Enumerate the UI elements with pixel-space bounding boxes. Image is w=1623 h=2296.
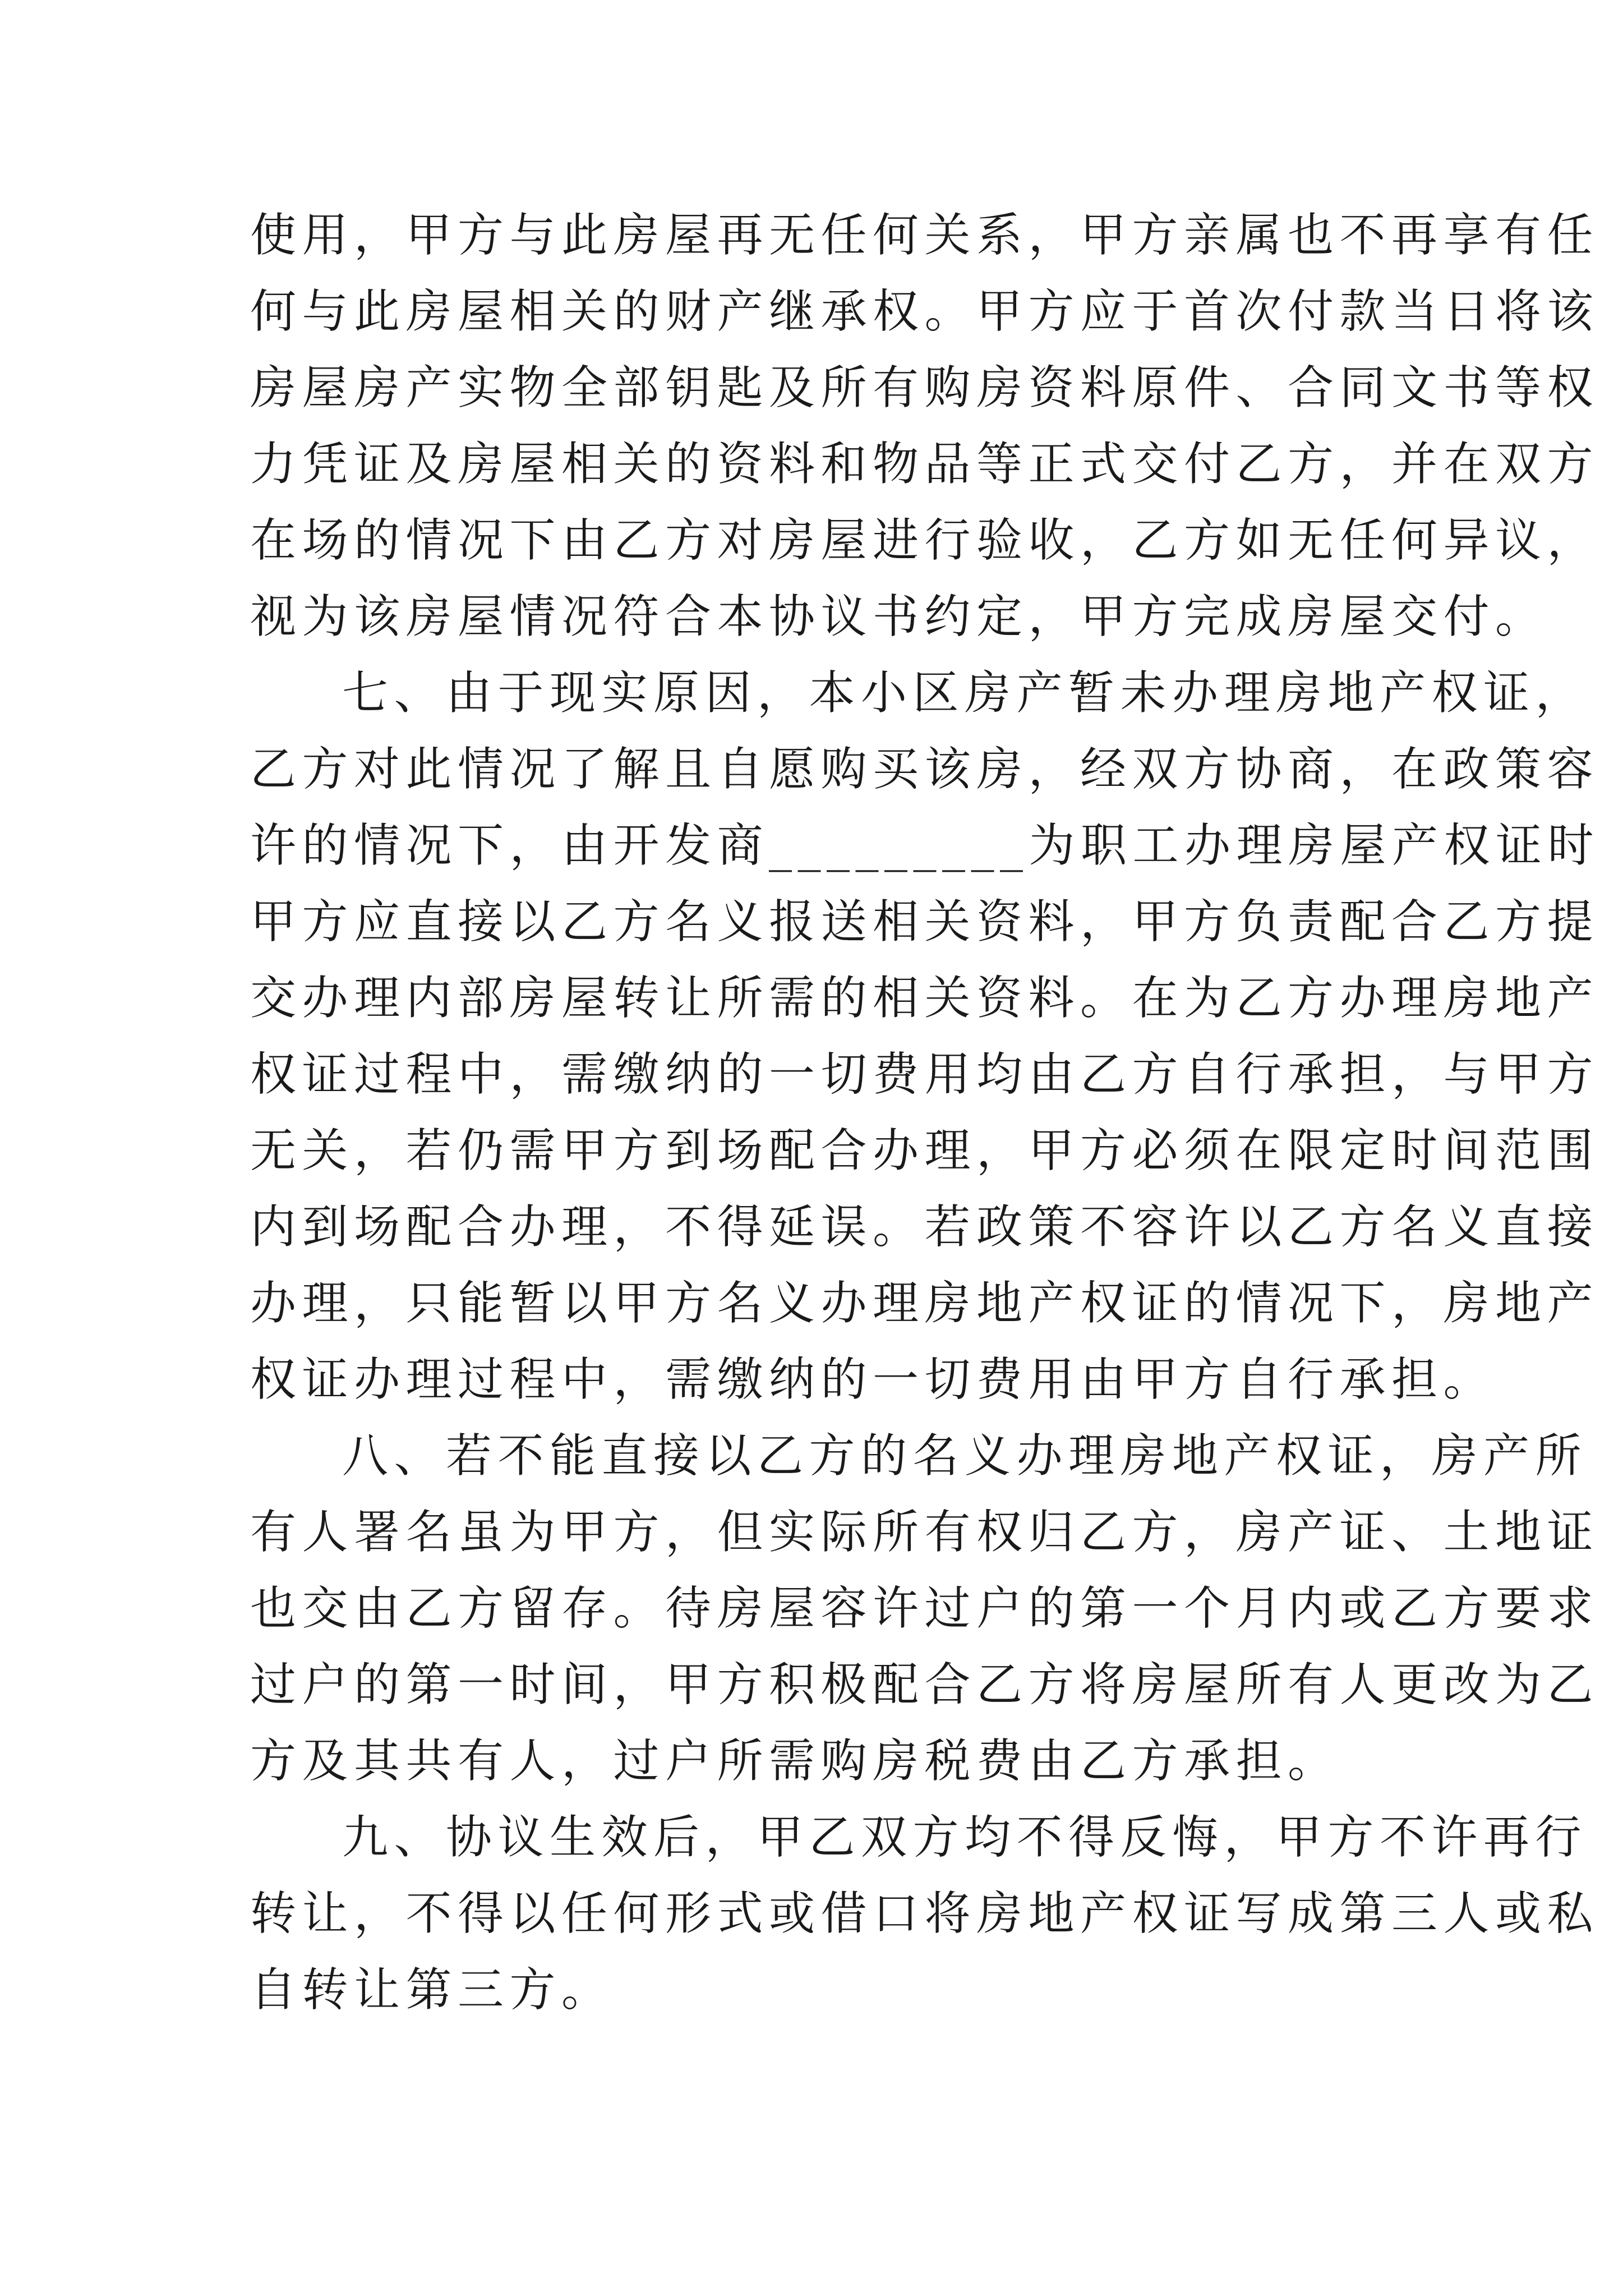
text-line: 许的情况下，由开发商_________为职工办理房屋产权证时: [250, 819, 1600, 872]
text-line: 乙方对此情况了解且自愿购买该房，经双方协商，在政策容: [250, 743, 1599, 796]
paragraph-start-line: 九、协议生效后，甲乙双方均不得反悔，甲方不许再行: [342, 1811, 1588, 1864]
text-line: 转让，不得以任何形式或借口将房地产权证写成第三人或私: [250, 1887, 1599, 1940]
text-line: 无关，若仍需甲方到场配合办理，甲方必须在限定时间范围: [250, 1124, 1599, 1177]
text-line: 办理，只能暂以甲方名义办理房地产权证的情况下，房地产: [250, 1277, 1599, 1330]
text-line: 过户的第一时间，甲方积极配合乙方将房屋所有人更改为乙: [250, 1658, 1599, 1711]
text-line: 在场的情况下由乙方对房屋进行验收，乙方如无任何异议，: [250, 514, 1599, 567]
paragraph-start-line: 七、由于现实原因，本小区房产暂未办理房地产权证，: [342, 666, 1588, 720]
text-line: 力凭证及房屋相关的资料和物品等正式交付乙方，并在双方: [250, 438, 1599, 491]
text-line: 自转让第三方。: [250, 1963, 614, 2017]
text-line: 何与此房屋相关的财产继承权。甲方应于首次付款当日将该: [250, 285, 1599, 338]
text-line: 交办理内部房屋转让所需的相关资料。在为乙方办理房地产: [250, 972, 1599, 1025]
text-line: 方及其共有人，过户所需购房税费由乙方承担。: [250, 1734, 1340, 1788]
text-line: 权证过程中，需缴纳的一切费用均由乙方自行承担，与甲方: [250, 1048, 1599, 1101]
paragraph-start-line: 八、若不能直接以乙方的名义办理房地产权证，房产所: [342, 1429, 1588, 1483]
text-line: 权证办理过程中，需缴纳的一切费用由甲方自行承担。: [250, 1353, 1496, 1406]
document-body: [250, 197, 1600, 2028]
text-line: 有人署名虽为甲方，但实际所有权归乙方，房产证、土地证: [250, 1506, 1599, 1559]
text-line: 内到场配合办理，不得延误。若政策不容许以乙方名义直接: [250, 1200, 1599, 1254]
text-line: 房屋房产实物全部钥匙及所有购房资料原件、合同文书等权: [250, 361, 1599, 415]
text-line: 使用，甲方与此房屋再无任何关系，甲方亲属也不再享有任: [250, 209, 1599, 262]
text-line: 视为该房屋情况符合本协议书约定，甲方完成房屋交付。: [250, 590, 1547, 643]
text-line: 也交由乙方留存。待房屋容许过户的第一个月内或乙方要求: [250, 1582, 1599, 1635]
text-line: 甲方应直接以乙方名义报送相关资料，甲方负责配合乙方提: [250, 895, 1599, 949]
